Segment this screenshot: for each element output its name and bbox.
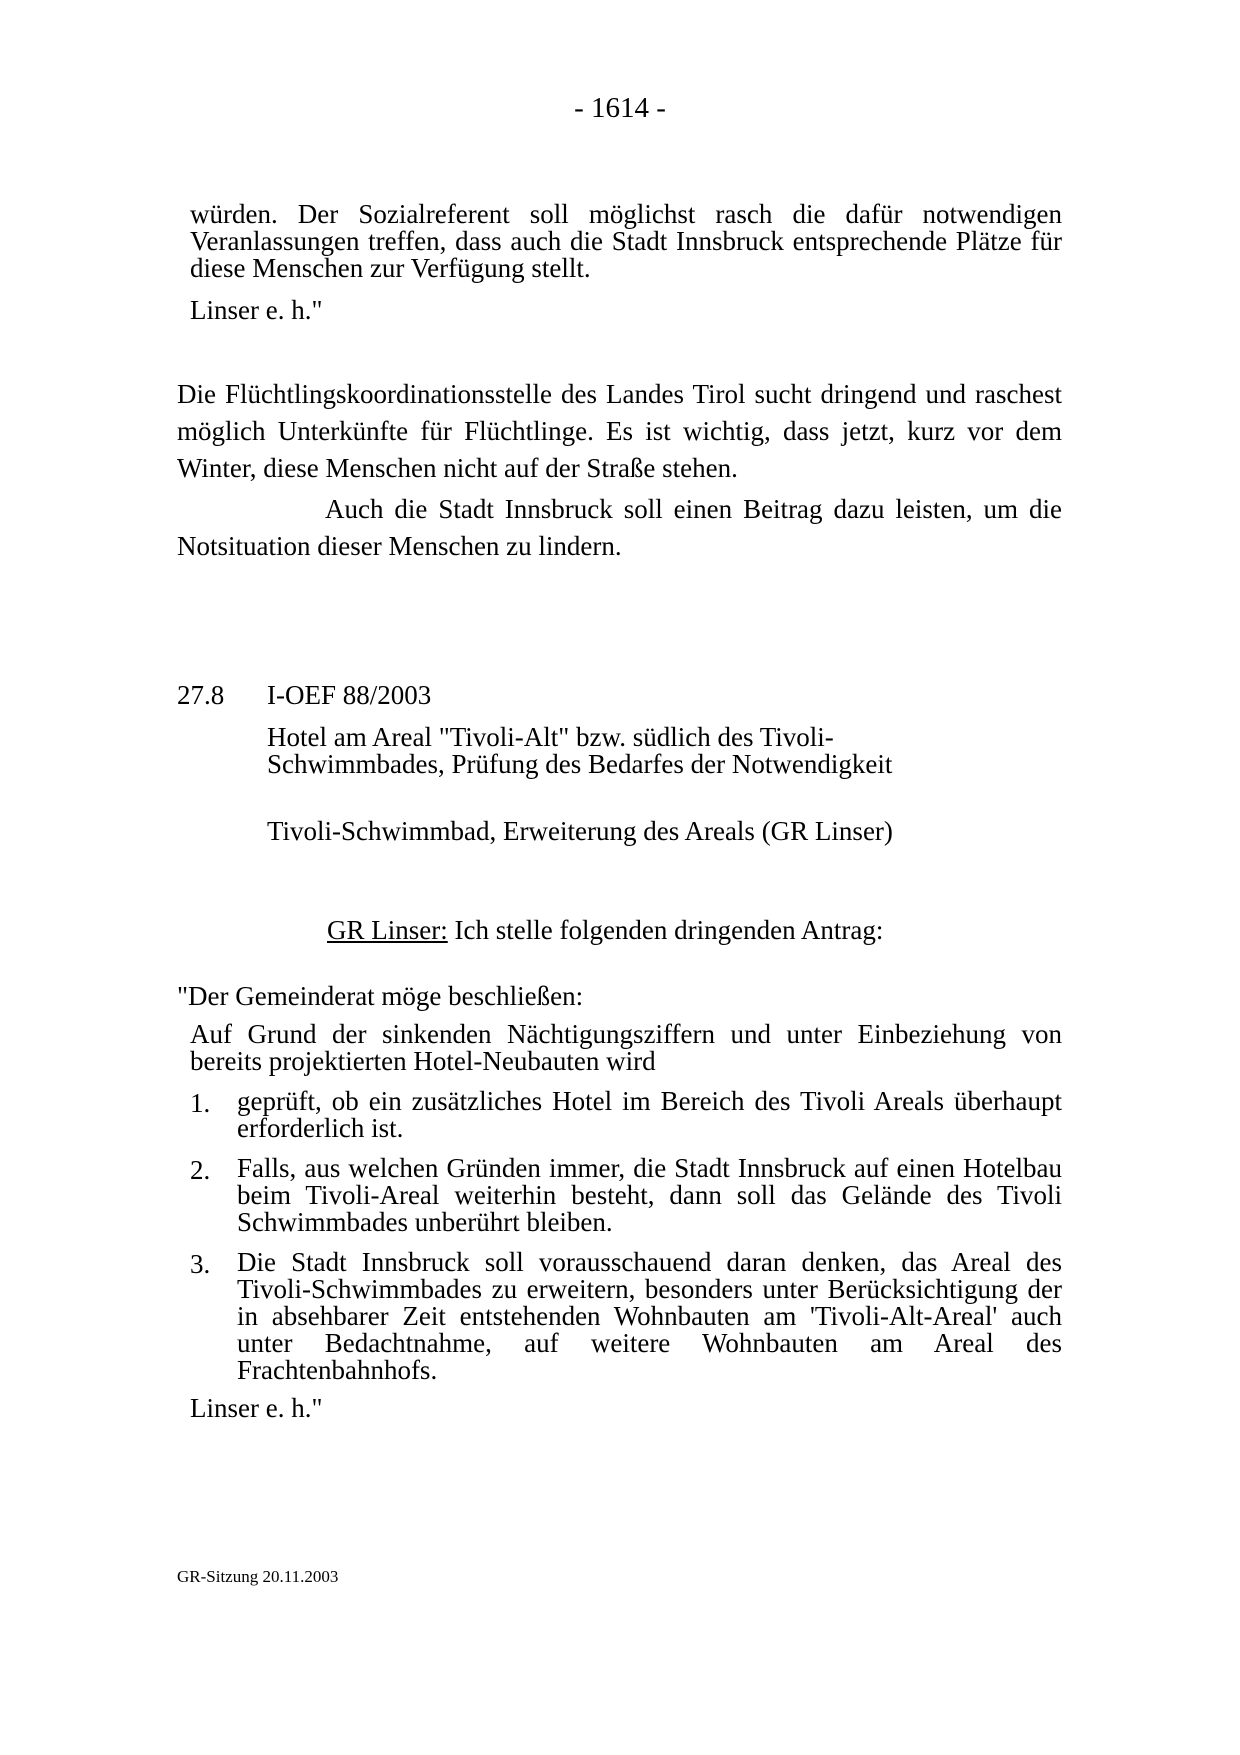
motion-opening: "Der Gemeinderat möge beschließen: [177,981,584,1011]
motion-intro: Auf Grund der sinkenden Nächtigungsziffern und unter Einbeziehung von bereits projektierten Hotel-Neubauten wird [190,1019,1062,1076]
list-item [190,1088,1062,1142]
list-item [190,1249,1062,1384]
agenda-item-subject-1: Hotel am Areal "Tivoli-Alt" bzw. südlich des Tivoli-Schwimmbades, Prüfung des Bedarfes der Notwendigkeit [267,722,893,779]
previous-motion-signature: Linser e. h." [190,295,323,325]
agenda-item-code: I-OEF 88/2003 [267,680,432,710]
list-item-text: Die Stadt Innsbruck soll vorausschauend daran denken, das Areal des Tivoli-Schwimmbades zu erweitern, besonders unter Berücksichtigung der in absehbarer Zeit entstehenden Wohnbauten am 'Tivoli-Alt-Areal' auch unter Bedachtnahme, auf weitere Wohnbauten am Areal des Frachtenbahnhofs. [237,1247,1062,1385]
page-number: - 1614 - [574,92,666,124]
justification-paragraph-1: Die Flüchtlingskoordinationsstelle des Landes Tirol sucht dringend und raschest möglich Unterkünfte für Flüchtlinge. Es ist wichtig, dass jetzt, kurz vor dem Winter, diese Menschen nicht auf der Straße stehen. [177,379,1062,483]
list-item-text: geprüft, ob ein zusätzliches Hotel im Bereich des Tivoli Areals überhaupt erforderlich ist. [237,1086,1062,1143]
list-item [190,1155,1062,1236]
footer-session-date: GR-Sitzung 20.11.2003 [177,1567,339,1586]
speech-line [327,915,883,946]
agenda-item-number: 27.8 [177,680,225,710]
motion-signature: Linser e. h." [190,1393,323,1423]
list-item-number: 1. [190,1088,211,1118]
previous-motion-text: würden. Der Sozialreferent soll möglichst rasch die dafür notwendigen Veranlassungen treffen, dass auch die Stadt Innsbruck entsprechende Plätze für diese Menschen zur Verfügung stellt. [190,199,1062,283]
list-item-text: Falls, aus welchen Gründen immer, die Stadt Innsbruck auf einen Hotelbau beim Tivoli-Areal weiterhin besteht, dann soll das Gelände des Tivoli Schwimmbades unberührt bleiben. [237,1153,1062,1237]
list-item-number: 3. [190,1249,211,1279]
justification-paragraph-2: Auch die Stadt Innsbruck soll einen Beitrag dazu leisten, um die Notsituation dieser Menschen zu lindern. [177,494,1062,561]
speech-text: Ich stelle folgenden dringenden Antrag: [447,915,884,945]
list-item-number: 2. [190,1155,211,1185]
speaker-name: GR Linser: [327,915,448,945]
agenda-item-subject-2: Tivoli-Schwimmbad, Erweiterung des Areals (GR Linser) [267,816,893,846]
